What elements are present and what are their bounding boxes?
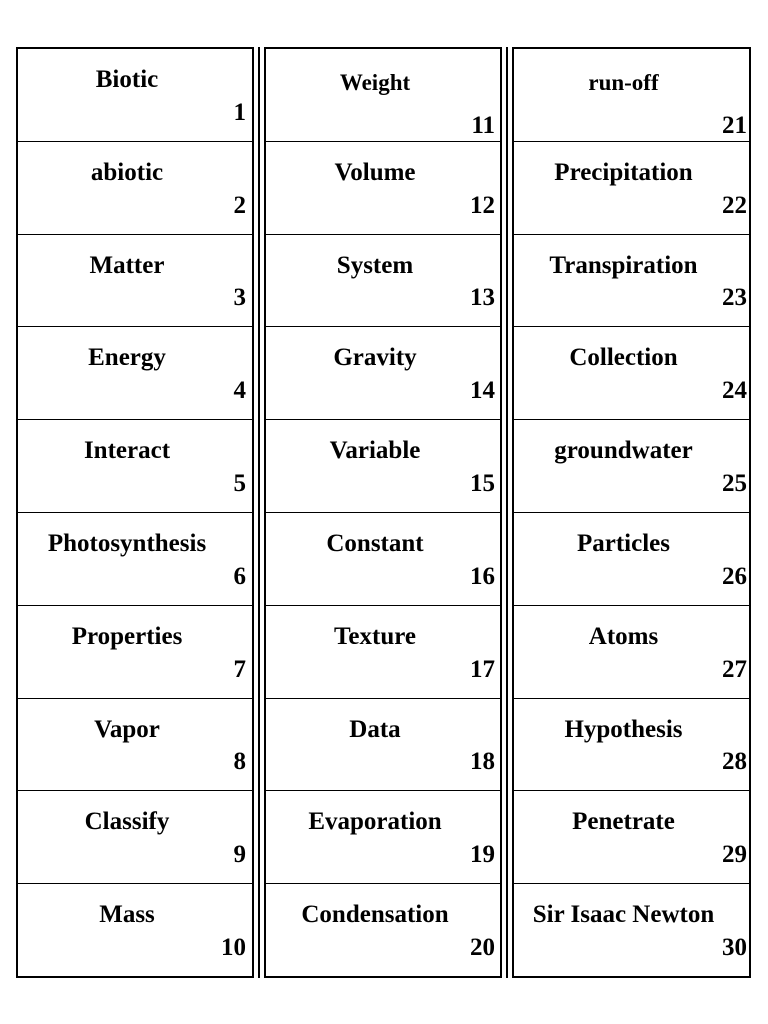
card-number: 6 bbox=[233, 562, 246, 590]
card-number: 10 bbox=[221, 933, 246, 961]
card-number: 23 bbox=[722, 284, 747, 312]
card-term: Photosynthesis bbox=[47, 529, 207, 557]
card-number: 15 bbox=[470, 469, 495, 497]
card-number: 17 bbox=[470, 655, 495, 683]
card-number: 21 bbox=[722, 111, 747, 139]
vocab-card bbox=[266, 791, 500, 884]
card-term: Evaporation bbox=[308, 808, 442, 836]
card-term: run-off bbox=[588, 70, 659, 95]
card-term: Precipitation bbox=[554, 158, 693, 186]
card-term: Biotic bbox=[95, 66, 159, 93]
card-term: Penetrate bbox=[572, 808, 675, 836]
vocab-card bbox=[514, 49, 749, 142]
card-term: Variable bbox=[329, 437, 421, 465]
vocab-card bbox=[514, 235, 749, 328]
card-number: 27 bbox=[722, 655, 747, 683]
vocab-card bbox=[266, 49, 500, 142]
card-term: Collection bbox=[569, 344, 678, 372]
vocab-card bbox=[266, 513, 500, 606]
card-number: 26 bbox=[722, 562, 747, 590]
card-number: 11 bbox=[471, 111, 495, 139]
card-term: Mass bbox=[99, 901, 155, 929]
card-term: groundwater bbox=[554, 437, 693, 465]
card-number: 24 bbox=[722, 377, 747, 405]
card-term: Hypothesis bbox=[564, 715, 683, 743]
card-number: 19 bbox=[470, 841, 495, 869]
card-term: System bbox=[336, 251, 414, 279]
card-number: 20 bbox=[470, 933, 495, 961]
vocab-card bbox=[266, 327, 500, 420]
card-column-3 bbox=[513, 47, 751, 978]
card-number: 16 bbox=[470, 562, 495, 590]
card-term: Sir Isaac Newton bbox=[532, 901, 715, 929]
vocab-card bbox=[18, 606, 252, 699]
card-number: 12 bbox=[470, 191, 495, 219]
card-column-1 bbox=[16, 47, 253, 978]
card-number: 1 bbox=[233, 98, 246, 126]
card-term: Constant bbox=[326, 529, 424, 557]
vocab-card bbox=[18, 699, 252, 792]
vocab-card bbox=[18, 327, 252, 420]
vocab-card bbox=[266, 884, 500, 976]
vocab-card bbox=[514, 606, 749, 699]
column-divider bbox=[501, 47, 513, 978]
card-term: Properties bbox=[71, 622, 183, 650]
card-term: Weight bbox=[339, 70, 411, 95]
vocab-card bbox=[18, 142, 252, 235]
vocab-card bbox=[266, 420, 500, 513]
vocab-card bbox=[18, 513, 252, 606]
card-number: 3 bbox=[233, 284, 246, 312]
card-term: Energy bbox=[88, 344, 166, 372]
card-number: 29 bbox=[722, 841, 747, 869]
card-term: Matter bbox=[89, 251, 165, 279]
card-term: Volume bbox=[334, 158, 416, 186]
card-number: 8 bbox=[233, 748, 246, 776]
vocab-card bbox=[266, 606, 500, 699]
vocab-card bbox=[514, 884, 749, 976]
card-term: Condensation bbox=[301, 901, 449, 929]
card-term: Atoms bbox=[588, 622, 659, 650]
vocab-card bbox=[18, 884, 252, 976]
vocab-card bbox=[18, 791, 252, 884]
card-term: Data bbox=[349, 715, 401, 743]
vocab-card bbox=[18, 235, 252, 328]
vocabulary-card-sheet bbox=[16, 47, 751, 978]
column-divider bbox=[253, 47, 265, 978]
card-term: Vapor bbox=[94, 715, 160, 743]
card-term: abiotic bbox=[90, 158, 164, 186]
vocab-card bbox=[514, 327, 749, 420]
card-number: 30 bbox=[722, 933, 747, 961]
card-term: Transpiration bbox=[549, 251, 698, 279]
card-column-2 bbox=[265, 47, 501, 978]
vocab-card bbox=[514, 513, 749, 606]
card-number: 5 bbox=[233, 469, 246, 497]
card-number: 14 bbox=[470, 377, 495, 405]
card-term: Particles bbox=[576, 529, 670, 557]
vocab-card bbox=[18, 49, 252, 142]
card-number: 28 bbox=[722, 748, 747, 776]
vocab-card bbox=[266, 235, 500, 328]
vocab-card bbox=[514, 791, 749, 884]
vocab-card bbox=[266, 699, 500, 792]
card-term: Classify bbox=[84, 808, 170, 836]
card-number: 9 bbox=[233, 841, 246, 869]
vocab-card bbox=[514, 420, 749, 513]
card-term: Interact bbox=[83, 437, 171, 465]
card-term: Gravity bbox=[333, 344, 417, 372]
card-number: 25 bbox=[722, 469, 747, 497]
vocab-card bbox=[514, 142, 749, 235]
card-number: 7 bbox=[233, 655, 246, 683]
card-term: Texture bbox=[334, 622, 416, 650]
card-number: 4 bbox=[233, 377, 246, 405]
card-number: 22 bbox=[722, 191, 747, 219]
vocab-card bbox=[18, 420, 252, 513]
vocab-card bbox=[266, 142, 500, 235]
card-number: 18 bbox=[470, 748, 495, 776]
card-number: 2 bbox=[233, 191, 246, 219]
card-number: 13 bbox=[470, 284, 495, 312]
vocab-card bbox=[514, 699, 749, 792]
